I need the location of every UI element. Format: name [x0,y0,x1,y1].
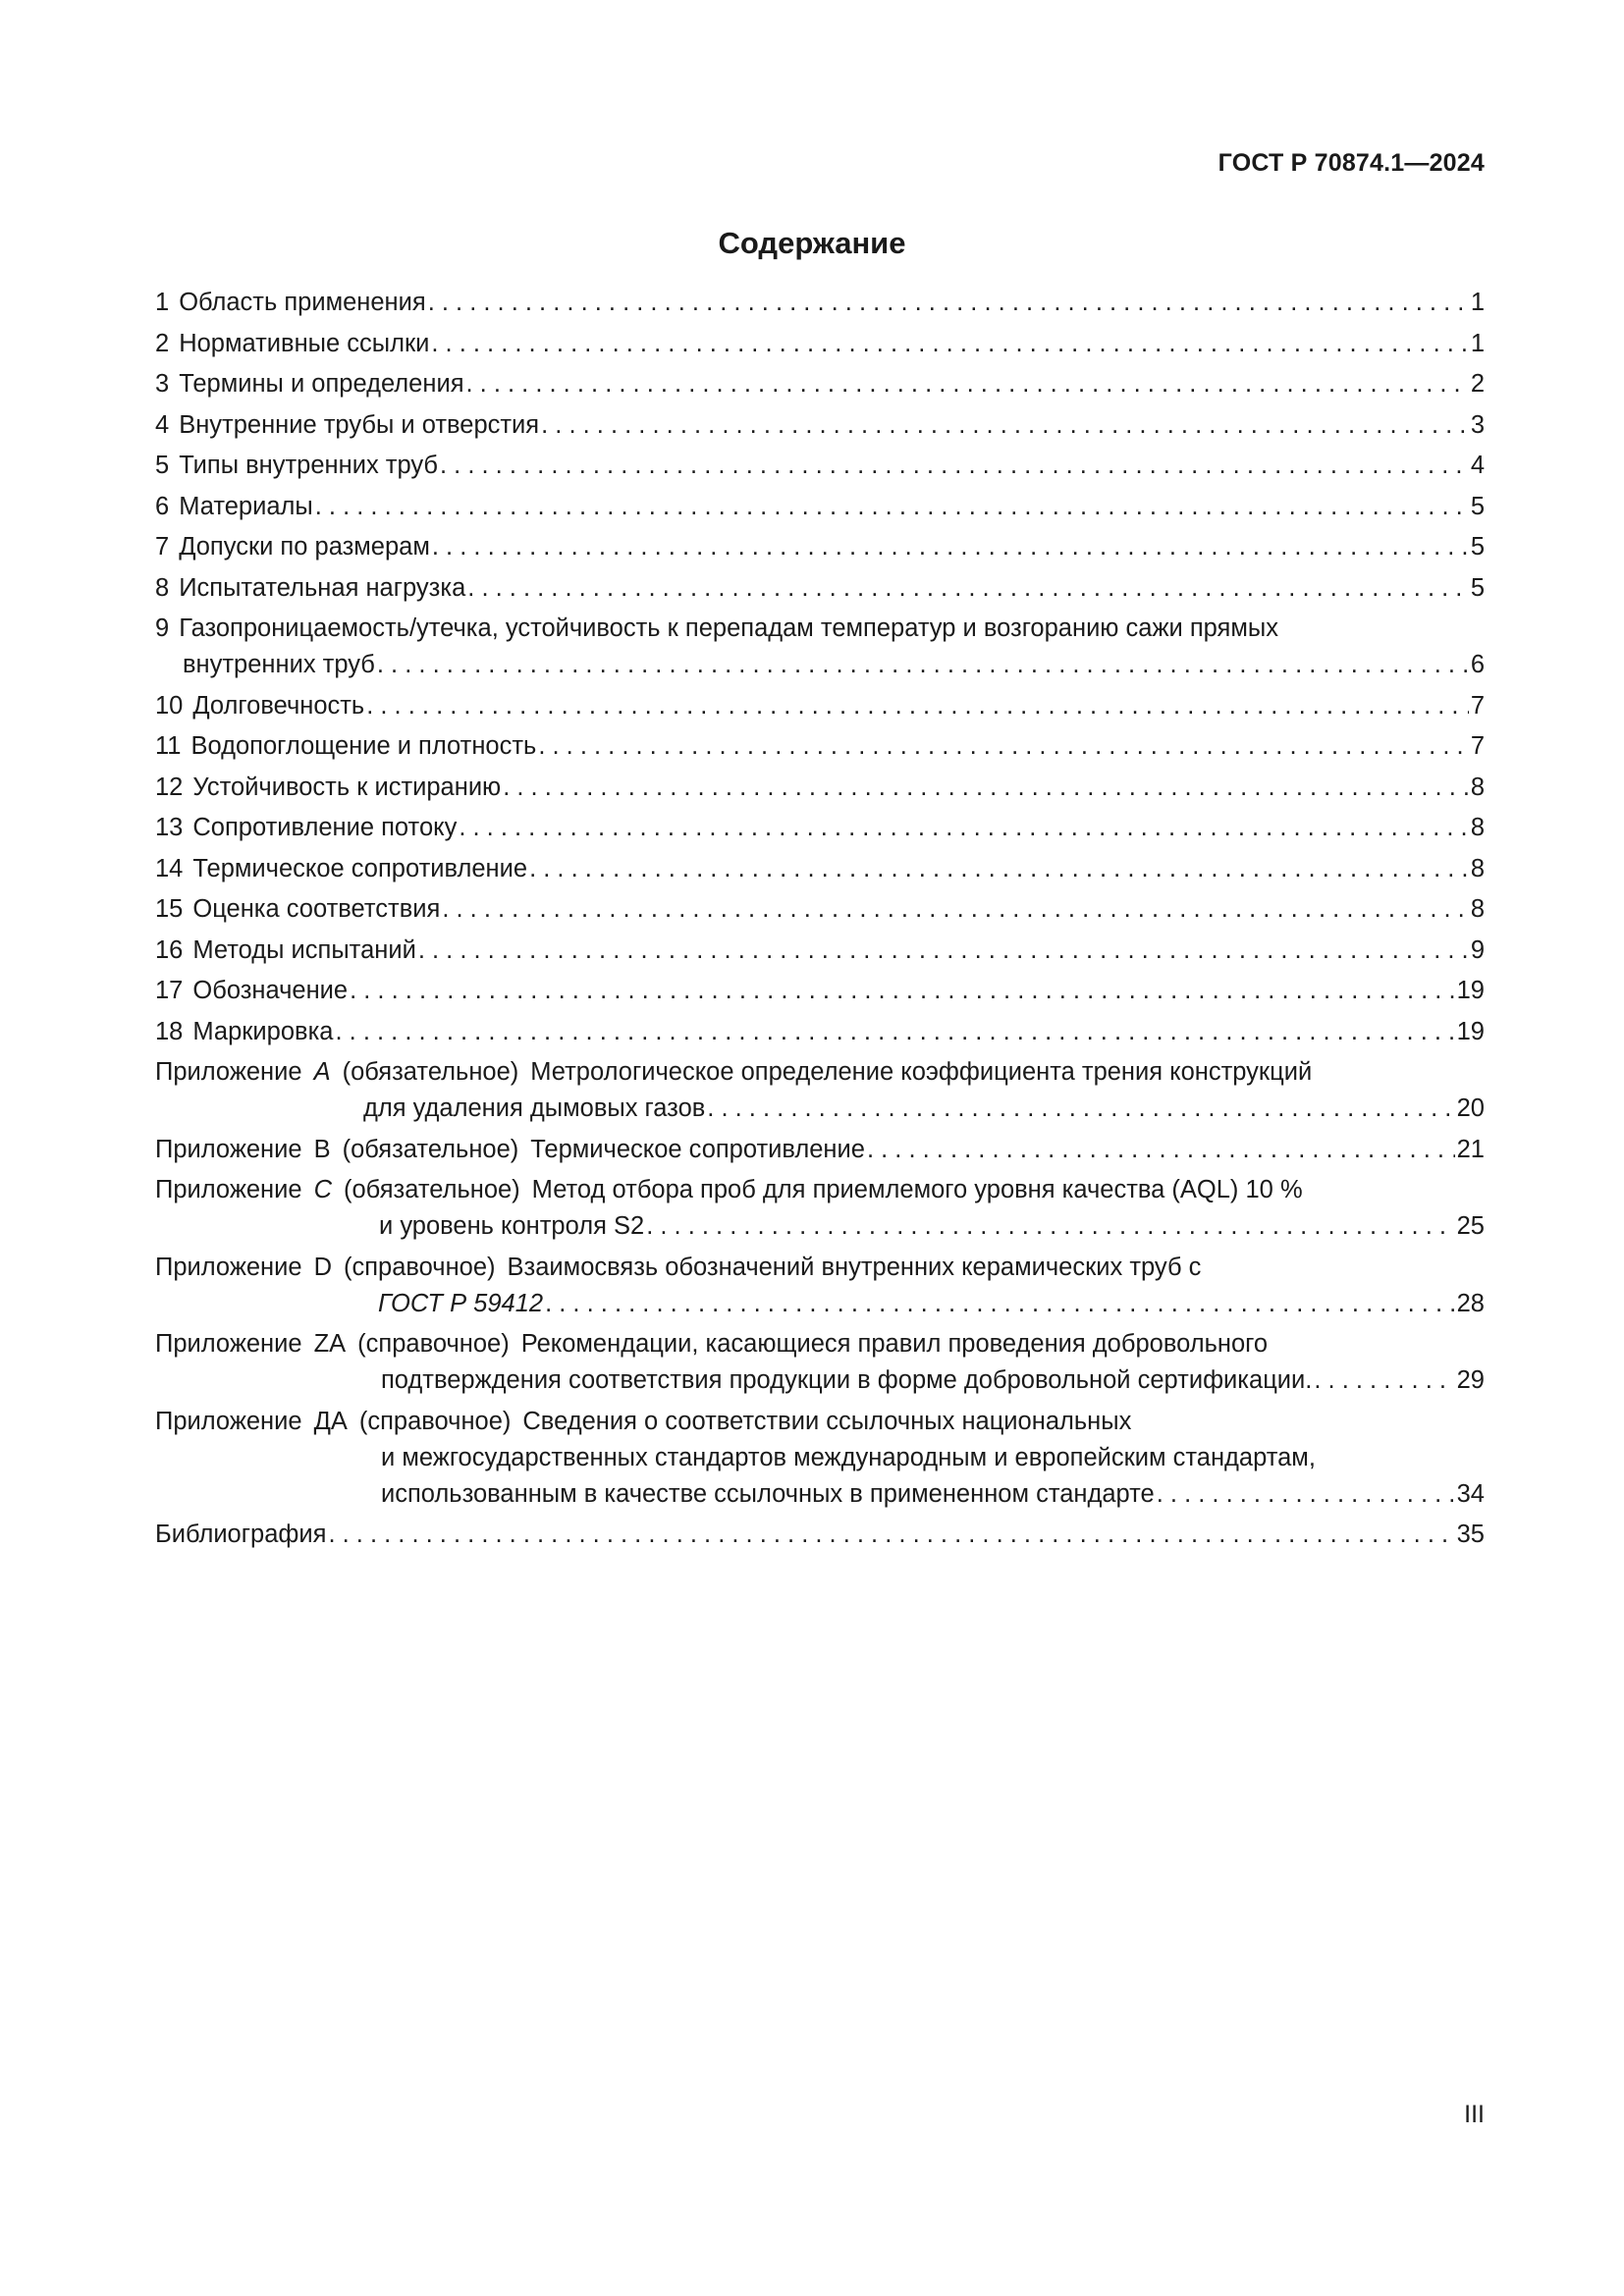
toc-entry-18[interactable]: 18 Маркировка . . . 19 [155,1014,1485,1050]
toc-entry-title: Испытательная нагрузка [179,573,466,602]
toc-entry-title: Методы испытаний [192,935,416,964]
toc-entry-title-continued: для удаления дымовых газов [363,1095,706,1122]
toc-entry-15[interactable]: 15 Оценка соответствия . . . 8 [155,891,1485,928]
toc-entry-title: Термическое сопротивление [192,854,528,882]
toc-page-number: 6 [1470,651,1485,678]
toc-entry-title: Устойчивость к истиранию [192,773,502,801]
annex-letter: D [313,1253,332,1281]
toc-entry-title: Взаимосвязь обозначений внутренних керамических труб с [507,1253,1202,1281]
toc-entry-title: Оценка соответствия [192,895,441,923]
annex-letter: ДА [313,1407,348,1435]
annex-status: (обязательное) [342,1058,519,1086]
toc-entry-1[interactable]: 1 Область применения . . . 1 [155,285,1485,321]
toc-entry-6[interactable]: 6 Материалы . . . 5 [155,489,1485,525]
toc-entry-11[interactable]: 11 Водопоглощение и плотность . . . 7 [155,728,1485,765]
toc-page-number: 19 [1456,1017,1485,1045]
toc-entry-title: Нормативные ссылки [179,329,430,357]
toc-page-number: 7 [1470,732,1485,760]
toc-entry-5[interactable]: 5 Типы внутренних труб . . . 4 [155,448,1485,484]
toc-page-number: 25 [1456,1212,1485,1240]
toc-annex-d[interactable]: Приложение D (справочное) Взаимосвязь обозначений внутренних керамических труб с ГОСТ Р 59412 . . . 28 [155,1250,1485,1322]
toc-entry-title: Сопротивление потоку [192,814,458,841]
toc-entry-title: Область применения [179,289,426,316]
toc-entry-title: Маркировка [192,1017,334,1045]
toc-page-number: 3 [1470,410,1485,439]
toc-page-number: 20 [1456,1095,1485,1122]
toc-entry-title: Допуски по размерам [179,533,430,561]
toc-entry-title-continued: использованным в качестве ссылочных в примененном стандарте [381,1479,1155,1508]
toc-page-number: 5 [1470,573,1485,602]
toc-entry-title: Внутренние трубы и отверстия [179,410,540,439]
toc-annex-b[interactable]: Приложение В (обязательное) Термическое сопротивление . . . 21 [155,1132,1485,1168]
toc-entry-title: Библиография [155,1521,327,1548]
toc-entry-title-continued: внутренних труб [183,651,375,678]
toc-entry-title: Газопроницаемость/утечка, устойчивость к перепадам температур и возгоранию сажи прямых [179,614,1278,642]
toc-page-number: 7 [1470,691,1485,720]
annex-letter: В [313,1135,331,1163]
toc-entry-title-continued: и межгосударственных стандартов международным и европейским стандартам, [381,1443,1316,1471]
toc-page-number: 29 [1456,1366,1485,1394]
toc-page-number: 28 [1456,1289,1485,1317]
toc-entry-14[interactable]: 14 Термическое сопротивление . . . 8 [155,851,1485,887]
toc-page-number: 1 [1470,329,1485,357]
toc-page-number: 8 [1470,895,1485,923]
toc-entry-12[interactable]: 12 Устойчивость к истиранию . . . 8 [155,770,1485,806]
toc-annex-za[interactable]: Приложение ZA (справочное) Рекомендации, касающиеся правил проведения добровольного подтверждения соответствия продукции в форме добровольной сертификации. . . . 29 [155,1326,1485,1399]
toc-entry-title: Обозначение [192,977,349,1004]
toc-entry-title: Метрологическое определение коэффициента трения конструкций [530,1058,1313,1086]
toc-entry-title: Материалы [179,492,313,520]
toc-entry-title: Рекомендации, касающиеся правил проведения добровольного [520,1330,1269,1358]
toc-page-number: 8 [1470,773,1485,801]
annex-status: (обязательное) [342,1135,519,1163]
toc-page-number: 4 [1470,452,1485,479]
toc-entry-17[interactable]: 17 Обозначение . . . 19 [155,973,1485,1009]
toc-page-number: 1 [1470,289,1485,316]
toc-page-number: 9 [1470,935,1485,964]
toc-page-number: 35 [1456,1521,1485,1548]
page-title: Содержание [718,226,906,260]
toc-entry-title: Водопоглощение и плотность [190,732,537,760]
toc-entry-13[interactable]: 13 Сопротивление потоку . . . 8 [155,810,1485,846]
toc-entry-title: Термины и определения [179,370,464,398]
toc-page-number: 5 [1470,492,1485,520]
toc-page-number: 34 [1456,1479,1485,1508]
toc-page-number: 5 [1470,533,1485,561]
toc-entry-title-continued: и уровень контроля S2 [379,1212,645,1240]
toc-entry-title-continued: ГОСТ Р 59412 [378,1289,544,1317]
toc-entry-title-continued: подтверждения соответствия продукции в форме добровольной сертификации. [381,1366,1313,1394]
toc-page-number: 21 [1456,1135,1485,1163]
annex-status: (справочное) [358,1407,512,1435]
toc-entry-2[interactable]: 2 Нормативные ссылки . . . 1 [155,326,1485,362]
annex-status: (справочное) [344,1253,496,1281]
toc-entry-title: Сведения о соответствии ссылочных национальных [522,1407,1132,1435]
toc-entry-title: Термическое сопротивление [530,1135,865,1163]
toc-entry-8[interactable]: 8 Испытательная нагрузка . . . 5 [155,570,1485,607]
toc-annex-a[interactable]: Приложение А (обязательное) Метрологическое определение коэффициента трения конструкций для удаления дымовых газов . . . 20 [155,1054,1485,1127]
toc-entry-4[interactable]: 4 Внутренние трубы и отверстия . . . 3 [155,407,1485,444]
annex-letter: А [313,1058,331,1086]
toc-page-number: 8 [1470,854,1485,882]
page-number: III [1464,2101,1485,2128]
toc-entry-16[interactable]: 16 Методы испытаний . . . 9 [155,933,1485,969]
toc-entry-10[interactable]: 10 Долговечность . . . 7 [155,688,1485,724]
toc-annex-da[interactable]: Приложение ДА (справочное) Сведения о соответствии ссылочных национальных и межгосударственных стандартов международным и европейским стандартам, использованным в качестве ссылочных в примененном стандарте . . . 34 [155,1404,1485,1513]
toc-entry-3[interactable]: 3 Термины и определения . . . 2 [155,366,1485,402]
toc-entry-title: Долговечность [192,691,365,720]
document-id: ГОСТ Р 70874.1—2024 [1218,149,1485,177]
table-of-contents [155,285,1485,1558]
toc-page-number: 19 [1456,977,1485,1004]
annex-letter: С [313,1176,332,1203]
annex-status: (обязательное) [344,1176,520,1203]
toc-page-number: 2 [1470,370,1485,398]
toc-entry-title: Метод отбора проб для приемлемого уровня качества (AQL) 10 % [531,1176,1303,1203]
toc-entry-9[interactable]: 9 Газопроницаемость/утечка, устойчивость к перепадам температур и возгоранию сажи прямых внутренних труб . . . 6 [155,611,1485,683]
annex-letter: ZA [313,1330,347,1358]
toc-bibliography[interactable] [155,1517,1485,1553]
toc-entry-title: Типы внутренних труб [179,452,438,479]
toc-annex-c[interactable]: Приложение С (обязательное) Метод отбора проб для приемлемого уровня качества (AQL) 10 % и уровень контроля S2 . . . 25 [155,1172,1485,1245]
toc-page-number: 8 [1470,814,1485,841]
annex-status: (справочное) [357,1330,510,1358]
toc-entry-7[interactable]: 7 Допуски по размерам . . . 5 [155,529,1485,565]
